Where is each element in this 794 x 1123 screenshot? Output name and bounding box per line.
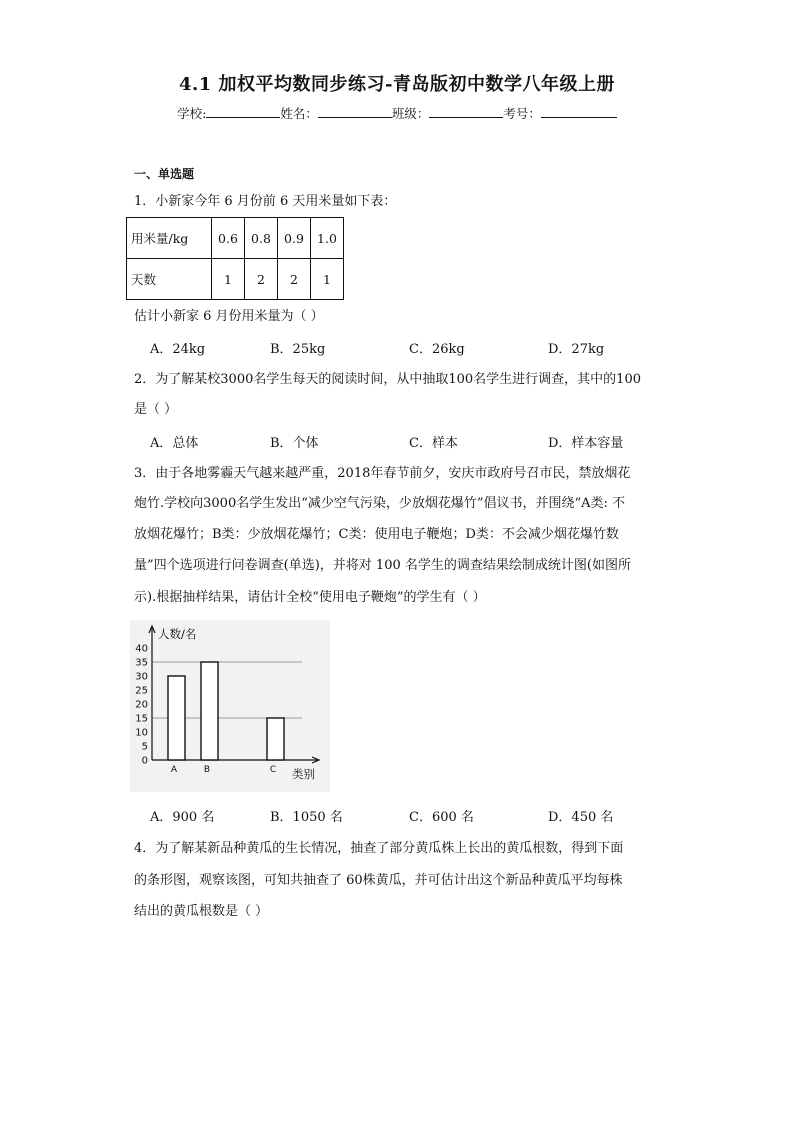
bar (168, 676, 185, 760)
table-cell: 2 (278, 259, 311, 300)
q1-stem: 1．小新家今年 6 月份前 6 天用米量如下表： (134, 194, 397, 209)
q3-options (150, 806, 670, 830)
q3-line3: 放烟花爆竹；B类：少放烟花爆竹；C类：使用电子鞭炮；D类：不会减少烟花爆竹数 (134, 527, 619, 542)
q3-line5: 示).根据抽样结果，请估计全校“使用电子鞭炮”的学生有（ ） (134, 590, 486, 605)
option-a[interactable]: A．900 名 (150, 810, 215, 825)
bar-chart-svg (130, 620, 330, 792)
class-label: 班级： (391, 106, 430, 121)
table-cell: 2 (245, 259, 278, 300)
y-tick-label: 40 (135, 643, 148, 655)
q2-options (150, 432, 670, 456)
bar (267, 718, 284, 760)
table-cell: 1 (311, 259, 344, 300)
q2-line1: 2．为了解某校3000名学生每天的阅读时间，从中抽取100名学生进行调查，其中的100 (134, 372, 641, 387)
y-tick-label: 15 (135, 713, 148, 725)
y-tick-label: 5 (141, 741, 148, 753)
x-axis-label: 类别 (292, 767, 315, 781)
option-b[interactable]: B．1050 名 (270, 810, 343, 825)
x-tick-label: B (203, 765, 211, 775)
q4-line3: 结出的黄瓜根数是（ ） (134, 904, 269, 919)
table-cell: 天数 (127, 259, 212, 300)
q3-line2: 炮竹.学校向3000名学生发出“减少空气污染，少放烟花爆竹”倡议书，并围绕“A类: 不 (134, 496, 626, 511)
number-blank[interactable] (541, 105, 617, 118)
option-b[interactable]: B．25kg (270, 342, 326, 357)
table-cell: 0.9 (278, 218, 311, 259)
y-axis-label: 人数/名 (158, 627, 197, 641)
class-blank[interactable] (429, 105, 503, 118)
number-label: 考号： (503, 106, 541, 121)
option-a[interactable]: A．总体 (150, 436, 199, 451)
table-row (127, 218, 344, 259)
school-blank[interactable] (206, 105, 280, 118)
option-d[interactable]: D．27kg (548, 342, 605, 357)
y-tick-label: 35 (135, 657, 148, 669)
q4-line2: 的条形图，观察该图，可知共抽查了 60株黄瓜，并可估计出这个新品种黄瓜平均每株 (134, 873, 623, 888)
table-cell: 0.8 (245, 218, 278, 259)
option-c[interactable]: C．样本 (409, 436, 458, 451)
bar (201, 662, 218, 760)
option-d[interactable]: D．样本容量 (548, 436, 624, 451)
section-title: 一、单选题 (134, 167, 195, 181)
y-tick-label: 25 (135, 685, 148, 697)
y-tick-label: 20 (135, 699, 148, 711)
table-cell: 用米量/kg (127, 218, 212, 259)
page-title: 4.1 加权平均数同步练习-青岛版初中数学八年级上册 (178, 74, 616, 95)
student-info-line (0, 104, 794, 122)
option-c[interactable]: C．600 名 (409, 810, 474, 825)
table-cell: 1 (212, 259, 245, 300)
q1-question: 估计小新家 6 月份用米量为（ ） (134, 309, 324, 324)
table-cell: 1.0 (311, 218, 344, 259)
table-row (127, 259, 344, 300)
y-tick-label: 10 (135, 727, 148, 739)
name-label: 姓名： (280, 106, 318, 121)
q2-line2: 是（ ） (134, 402, 178, 417)
table-cell: 0.6 (212, 218, 245, 259)
q1-options (150, 338, 670, 362)
q3-line4: 量”四个选项进行问卷调查(单选)，并将对 100 名学生的调查结果绘制成统计图(如图所 (134, 558, 631, 573)
x-tick-label: A (170, 765, 178, 775)
q3-line1: 3．由于各地雾霾天气越来越严重，2018年春节前夕，安庆市政府号召市民，禁放烟花 (134, 466, 631, 481)
y-tick-label: 0 (141, 755, 148, 767)
x-tick-label: C (269, 765, 277, 775)
y-tick-label: 30 (135, 671, 148, 683)
option-a[interactable]: A．24kg (150, 342, 206, 357)
rice-table (126, 217, 344, 300)
option-b[interactable]: B．个体 (270, 436, 319, 451)
q4-line1: 4．为了解某新品种黄瓜的生长情况，抽查了部分黄瓜株上长出的黄瓜根数，得到下面 (134, 841, 624, 856)
bar-chart (130, 620, 330, 792)
school-label: 学校: (177, 106, 207, 121)
option-d[interactable]: D．450 名 (548, 810, 614, 825)
option-c[interactable]: C．26kg (409, 342, 465, 357)
name-blank[interactable] (318, 105, 392, 118)
q1-table-wrap (126, 217, 344, 300)
